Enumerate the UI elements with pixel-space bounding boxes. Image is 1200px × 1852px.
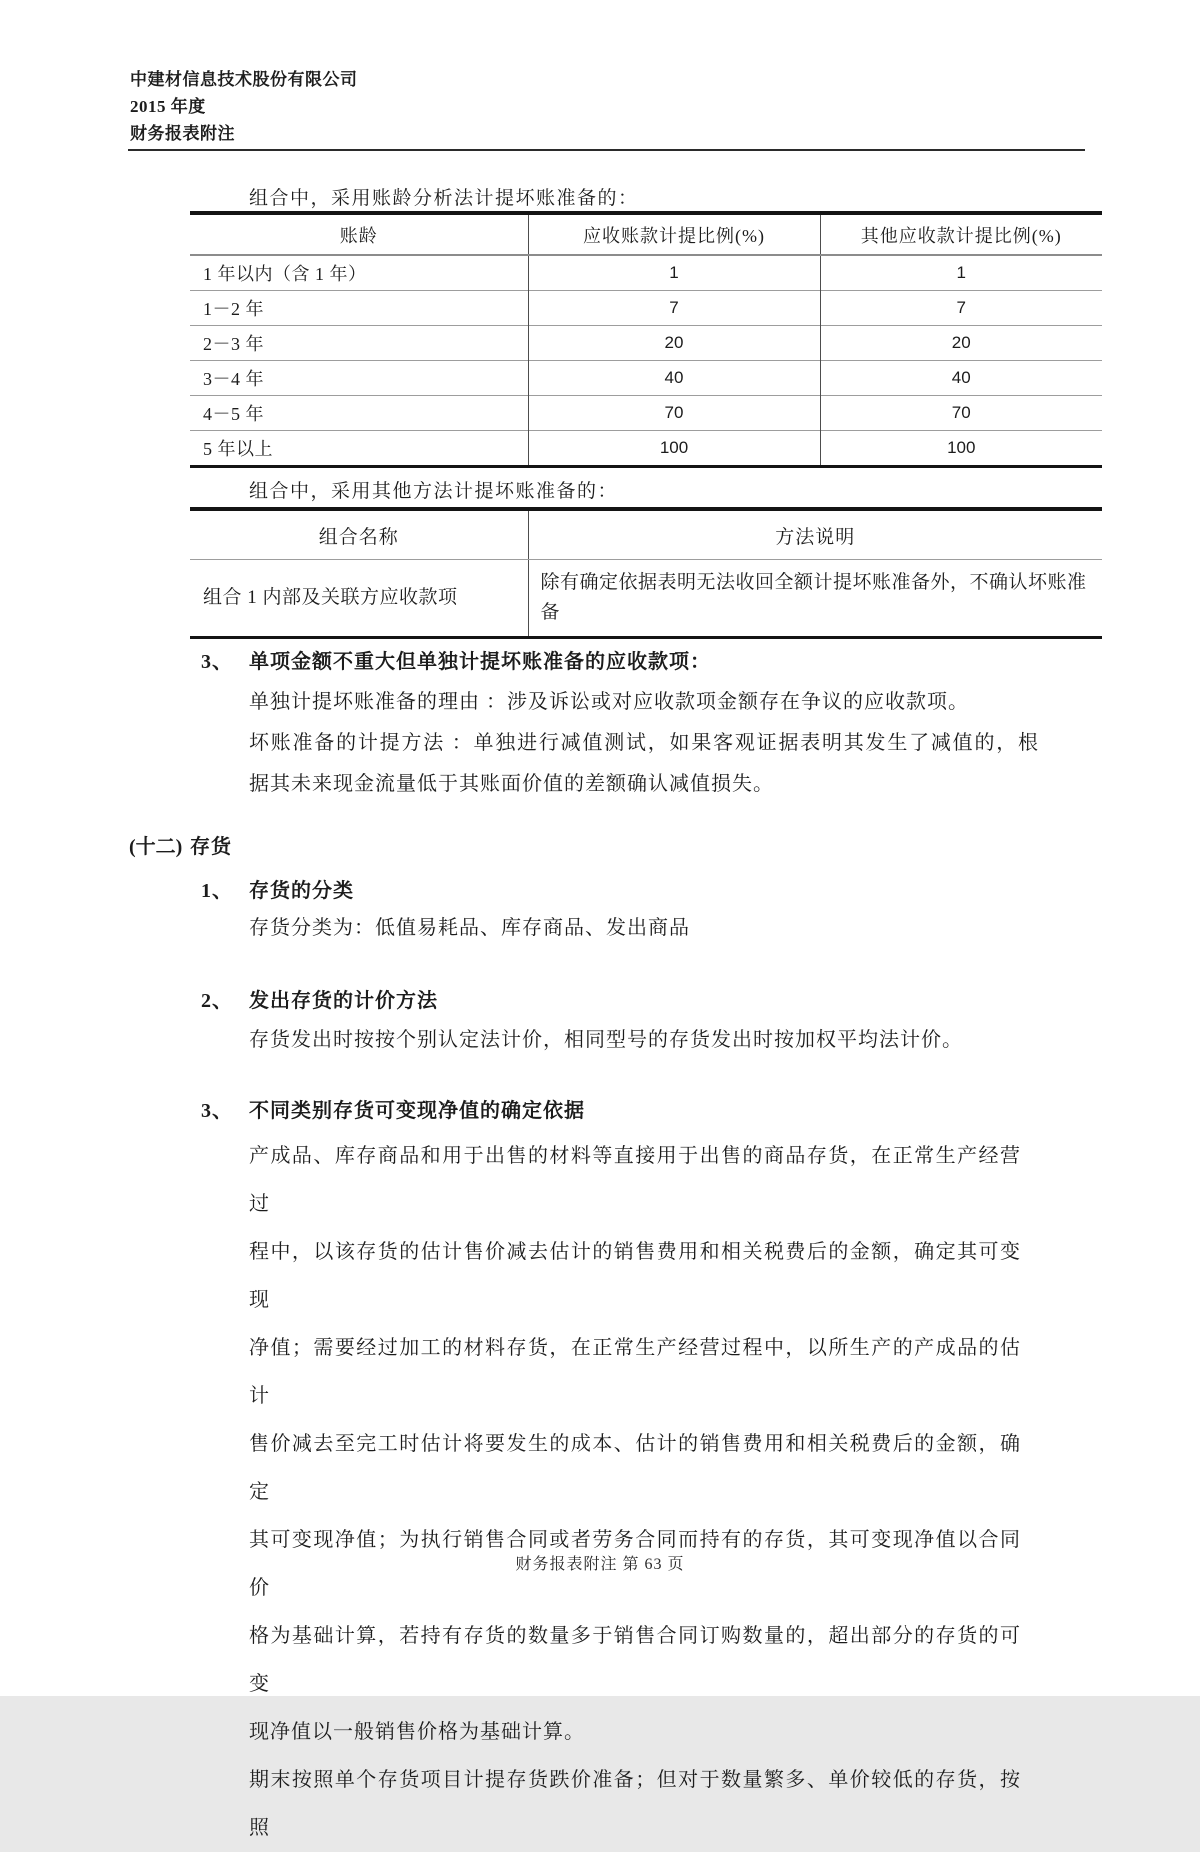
paragraph-line: 单独计提坏账准备的理由 ：涉及诉讼或对应收款项金额存在争议的应收款项。: [249, 691, 969, 713]
table-row: [190, 396, 1102, 431]
aging-bucket: 1 年以内（含 1 年）: [203, 264, 367, 284]
subsection2-title: 发出存货的计价方法: [249, 990, 438, 1012]
subsection1-heading: [201, 874, 354, 903]
ar-ratio-value: 20: [528, 326, 820, 361]
chapter12-title: 存货: [190, 836, 232, 858]
aging-bucket: 2－3 年: [190, 326, 528, 361]
company-name: 中建材信息技术股份有限公司: [130, 70, 358, 89]
table-row: [190, 326, 1102, 361]
chapter12-number: (十二): [129, 836, 183, 858]
paragraph-line: 其可变现净值；为执行销售合同或者劳务合同而持有的存货，其可变现净值以合同价: [249, 1529, 1021, 1599]
section3-title: 单项金额不重大但单独计提坏账准备的应收款项：: [249, 651, 711, 673]
other-ratio-value: 40: [820, 361, 1102, 396]
col-header-method-description: 方法说明: [528, 509, 1102, 560]
ar-ratio-value: 70: [528, 396, 820, 431]
subsection2-body: [249, 1024, 1039, 1056]
subsection3-number: 3、: [201, 1100, 233, 1122]
other-method-table-intro: 组合中，采用其他方法计提坏账准备的：: [249, 481, 619, 502]
paragraph-line: 据其未来现金流量低于其账面价值的差额确认减值损失。: [249, 773, 774, 795]
subsection3-heading: [201, 1094, 585, 1123]
aging-bucket: 5 年以上: [190, 431, 528, 467]
table-row: [190, 291, 1102, 326]
subsection2-number: 2、: [201, 990, 233, 1012]
table-row: [190, 560, 1102, 638]
paragraph-line: 存货分类为：低值易耗品、库存商品、发出商品: [249, 917, 690, 939]
ar-ratio-value: 1: [528, 255, 820, 291]
page-footer: 财务报表附注 第 63 页: [515, 1556, 685, 1573]
other-method-table: [190, 507, 1102, 639]
fiscal-year: 2015 年度: [130, 97, 206, 116]
paragraph-line: 存货发出时按按个别认定法计价，相同型号的存货发出时按加权平均法计价。: [249, 1029, 963, 1051]
ar-ratio-value: 40: [528, 361, 820, 396]
subsection3-title: 不同类别存货可变现净值的确定依据: [249, 1100, 585, 1122]
aging-analysis-table: [190, 211, 1102, 468]
paragraph-line: 售价减去至完工时估计将要发生的成本、估计的销售费用和相关税费后的金额，确定: [249, 1433, 1021, 1503]
paragraph-line: 期末按照单个存货项目计提存货跌价准备；但对于数量繁多、单价较低的存货，按照: [249, 1769, 1021, 1839]
paragraph-line: 净值；需要经过加工的材料存货，在正常生产经营过程中，以所生产的产成品的估计: [249, 1337, 1021, 1407]
table-header-row: [190, 509, 1102, 560]
col-header-portfolio-name: 组合名称: [190, 509, 528, 560]
col-header-aging: 账龄: [190, 213, 528, 255]
header-divider: [128, 149, 1085, 151]
subsection3-body: [249, 1132, 1021, 1852]
section3-body: [249, 682, 1039, 805]
ar-ratio-value: 100: [528, 431, 820, 467]
other-ratio-value: 1: [820, 255, 1102, 291]
section3-number: 3、: [201, 651, 233, 673]
portfolio-name: 组合 1 内部及关联方应收款项: [203, 587, 458, 608]
subsection2-heading: [201, 984, 438, 1013]
subsection1-body: [249, 912, 1039, 944]
aging-bucket: 1－2 年: [190, 291, 528, 326]
method-description: 除有确定依据表明无法收回全额计提坏账准备外，不确认坏账准备: [528, 560, 1102, 638]
col-header-other-receivable-ratio: 其他应收款计提比例(%): [820, 213, 1102, 255]
table-row: [190, 431, 1102, 467]
subsection1-title: 存货的分类: [249, 880, 354, 902]
section3-heading: [201, 645, 711, 674]
paragraph-line: 格为基础计算，若持有存货的数量多于销售合同订购数量的，超出部分的存货的可变: [249, 1625, 1021, 1695]
aging-table-intro: 组合中，采用账龄分析法计提坏账准备的：: [249, 188, 639, 209]
ar-ratio-value: 7: [528, 291, 820, 326]
table-row: [190, 361, 1102, 396]
col-header-receivable-ratio: 应收账款计提比例(%): [528, 213, 820, 255]
paragraph-line: 程中，以该存货的估计售价减去估计的销售费用和相关税费后的金额，确定其可变现: [249, 1241, 1021, 1311]
aging-bucket: 3－4 年: [190, 361, 528, 396]
table-row: [190, 255, 1102, 291]
paragraph-line: 现净值以一般销售价格为基础计算。: [249, 1721, 585, 1743]
document-title: 财务报表附注: [130, 124, 235, 143]
other-ratio-value: 100: [820, 431, 1102, 467]
other-ratio-value: 20: [820, 326, 1102, 361]
subsection1-number: 1、: [201, 880, 233, 902]
other-ratio-value: 70: [820, 396, 1102, 431]
chapter12-heading: [129, 830, 232, 859]
paragraph-line: 产成品、库存商品和用于出售的材料等直接用于出售的商品存货，在正常生产经营过: [249, 1145, 1021, 1215]
other-ratio-value: 7: [820, 291, 1102, 326]
aging-bucket: 4－5 年: [190, 396, 528, 431]
paragraph-line: 坏账准备的计提方法 ：单独进行减值测试，如果客观证据表明其发生了减值的，根: [249, 732, 1039, 754]
page-header: [130, 66, 358, 147]
table-header-row: [190, 213, 1102, 255]
